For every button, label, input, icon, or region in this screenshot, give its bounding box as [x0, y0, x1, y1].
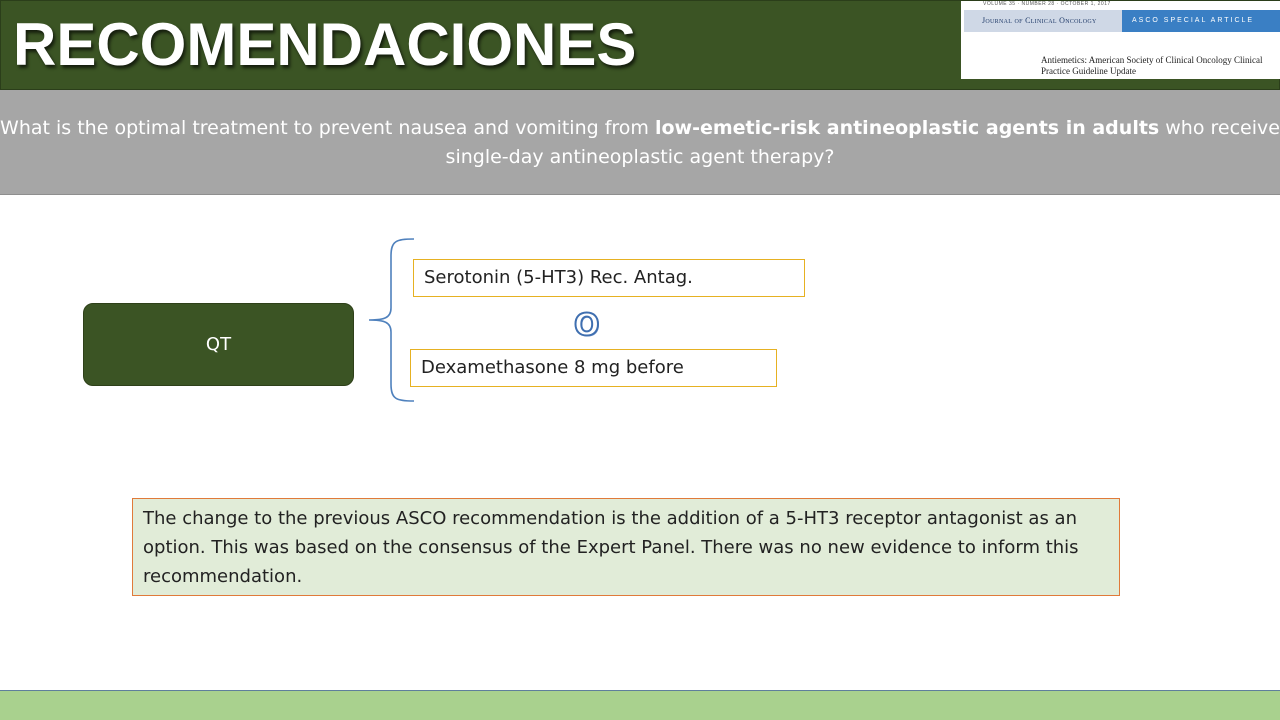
footer-bar — [0, 690, 1280, 720]
option-serotonin: Serotonin (5-HT3) Rec. Antag. — [413, 259, 805, 297]
journal-meta: VOLUME 35 · NUMBER 28 · OCTOBER 1, 2017 — [983, 1, 1111, 7]
question-text-bold: low-emetic-risk antineoplastic agents in adults — [654, 117, 1160, 139]
or-connector: O — [574, 308, 600, 343]
journal-thumbnail — [961, 1, 1280, 79]
slide-title: RECOMENDACIONES — [13, 11, 637, 78]
question-banner — [0, 90, 1280, 195]
option-dexamethasone: Dexamethasone 8 mg before — [410, 349, 777, 387]
curly-brace — [366, 236, 416, 404]
journal-tag: ASCO SPECIAL ARTICLE — [1122, 10, 1280, 32]
question-text-end: who receive single-day antineoplastic agent therapy? — [445, 117, 1280, 168]
journal-article-title: Antiemetics: American Society of Clinical Oncology Clinical Practice Guideline Update — [1041, 55, 1263, 76]
recommendation-note: The change to the previous ASCO recommendation is the addition of a 5-HT3 receptor antagonist as an option. This was based on the consensus of the Expert Panel. There was no new evidence to inform this recommendation. — [132, 498, 1120, 596]
question-text-start: What is the optimal treatment to prevent nausea and vomiting from — [0, 117, 655, 139]
qt-box — [83, 303, 354, 386]
qt-label: QT — [205, 334, 232, 355]
journal-bar — [964, 10, 1280, 32]
journal-name: Journal of Clinical Oncology — [982, 16, 1097, 25]
header-banner — [0, 0, 1280, 90]
